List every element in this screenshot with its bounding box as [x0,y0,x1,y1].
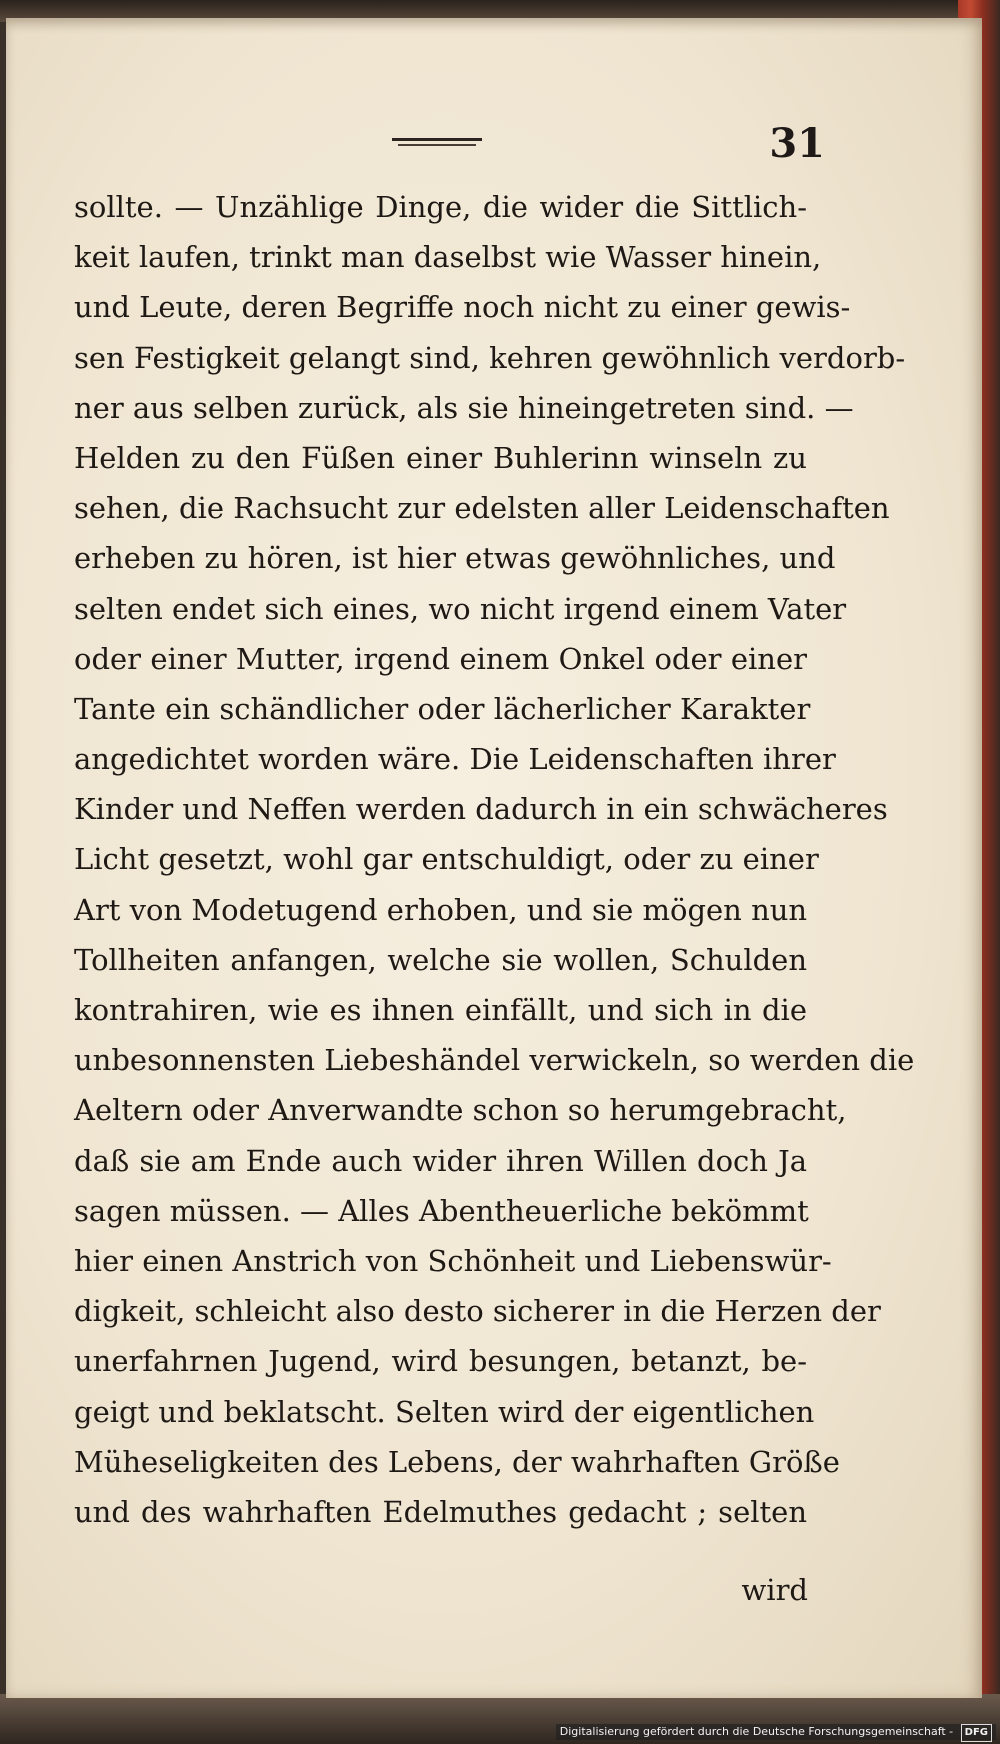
text-line: selten endet sich eines, wo nicht irgend einem Vater [74,591,847,626]
digitization-credit-text: Digitalisierung gefördert durch die Deutsche Forschungsgemeinschaft - [559,1725,954,1738]
text-line: Tollheiten anfangen, welche sie wollen, Schulden [74,942,807,977]
text-line: hier einen Anstrich von Schönheit und Liebenswür- [74,1243,832,1278]
text-line: Kinder und Neffen werden dadurch in ein schwächeres [74,792,888,827]
text-line: Müheseligkeiten des Lebens, der wahrhaften Größe [74,1444,840,1479]
text-line: Helden zu den Füßen einer Buhlerinn winseln zu [74,440,807,475]
text-line: und Leute, deren Begriffe noch nicht zu einer gewis- [74,290,851,325]
text-line: keit laufen, trinkt man daselbst wie Wasser hinein, [74,240,822,275]
dfg-logo: DFG [961,1724,992,1742]
text-line: sagen müssen. — Alles Abentheuerliche bekömmt [74,1193,809,1228]
text-line: sen Festigkeit gelangt sind, kehren gewöhnlich verdorb- [74,340,906,375]
text-line: und des wahrhaften Edelmuthes gedacht ; selten [74,1494,807,1529]
text-line: erheben zu hören, ist hier etwas gewöhnliches, und [74,541,836,576]
text-line: unerfahrnen Jugend, wird besungen, betanzt, be- [74,1344,807,1379]
header-rule [392,138,482,148]
page-number: 31 [769,120,825,167]
digitization-credit [556,1724,996,1740]
text-line: Aeltern oder Anverwandte schon so herumgebracht, [74,1093,847,1128]
header-rule-line-bottom [398,144,476,146]
text-line: sollte. — Unzählige Dinge, die wider die Sittlich- [74,190,807,224]
text-line: Tante ein schändlicher oder lächerlicher Karakter [74,691,811,726]
text-line: kontrahiren, wie es ihnen einfällt, und sich in die [74,993,807,1027]
text-line: oder einer Mutter, irgend einem Onkel oder einer [74,641,807,676]
text-line: sehen, die Rachsucht zur edelsten aller Leidenschaften [74,491,890,526]
text-line: daß sie am Ende auch wider ihren Willen doch Ja [74,1143,807,1178]
text-line: ner aus selben zurück, als sie hineingetreten sind. — [74,390,854,425]
text-line: unbesonnensten Liebeshändel verwickeln, so werden die [74,1043,915,1078]
text-line: angedichtet worden wäre. Die Leidenschaften ihrer [74,742,836,777]
text-line: Licht gesetzt, wohl gar entschuldigt, oder zu einer [74,842,819,877]
text-line: Art von Modetugend erhoben, und sie mögen nun [74,892,808,927]
text-line: geigt und beklatscht. Selten wird der eigentlichen [74,1394,815,1429]
text-line: digkeit, schleicht also desto sicherer in die Herzen der [74,1294,881,1329]
header-rule-line-top [392,138,482,141]
catchword: wird [741,1573,808,1607]
body-text [74,182,915,1537]
